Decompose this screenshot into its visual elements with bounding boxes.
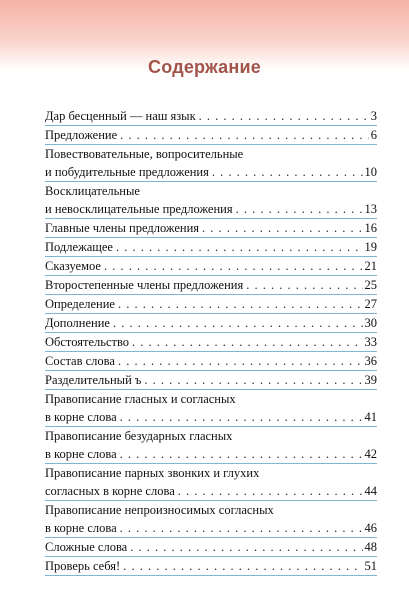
toc-entry — [45, 238, 377, 257]
toc-entry — [45, 107, 377, 126]
toc-entry — [45, 557, 377, 576]
toc-entry — [45, 219, 377, 238]
toc-page-number: 13 — [364, 202, 377, 216]
toc-entry-last-line — [45, 126, 377, 144]
toc-entry-last-line — [45, 314, 377, 332]
toc-entry-text: Разделительный ъ — [45, 373, 142, 387]
toc-entry-text: Дар бесценный — наш язык — [45, 109, 196, 123]
toc-entry-last-line — [45, 333, 377, 351]
toc-entry-text: Сложные слова — [45, 540, 128, 554]
toc-entry-last-line — [45, 352, 377, 370]
dot-leader — [199, 107, 369, 125]
toc-page-number: 25 — [364, 278, 377, 292]
toc-page-number: 39 — [364, 373, 377, 387]
toc-entry-last-line — [45, 219, 377, 237]
dot-leader — [202, 219, 362, 237]
toc-entry — [45, 427, 377, 464]
dot-leader — [144, 371, 362, 389]
dot-leader — [113, 314, 363, 332]
toc-entry-text: Главные члены предложения — [45, 221, 200, 235]
toc-page-number: 42 — [364, 447, 377, 461]
toc-entry — [45, 314, 377, 333]
dot-leader — [212, 163, 363, 181]
page-title: Содержание — [148, 57, 261, 77]
toc-page-number: 21 — [364, 259, 377, 273]
toc-entry-text: Состав слова — [45, 354, 115, 368]
toc-entry-line — [45, 182, 377, 200]
dot-leader — [236, 200, 363, 218]
dot-leader — [120, 445, 363, 463]
toc-entry — [45, 276, 377, 295]
toc-page-number: 46 — [364, 521, 377, 535]
toc-page-number: 6 — [370, 128, 377, 142]
toc-entry-text: в корне слова — [45, 447, 117, 461]
dot-leader — [120, 519, 363, 537]
toc-entry-text: в корне слова — [45, 410, 117, 424]
toc-entry-line — [45, 427, 377, 445]
toc-page-number: 19 — [364, 240, 377, 254]
toc-entry — [45, 145, 377, 182]
toc-entry-text: Второстепенные члены предложения — [45, 278, 244, 292]
dot-leader — [246, 276, 362, 294]
toc-page-number: 41 — [364, 410, 377, 424]
toc-page-number: 10 — [364, 165, 377, 179]
toc-entry — [45, 371, 377, 390]
dot-leader — [116, 238, 363, 256]
toc-entry — [45, 501, 377, 538]
toc-entry-last-line — [45, 295, 377, 313]
toc-entry-text: Подлежащее — [45, 240, 113, 254]
toc-entry-last-line — [45, 200, 377, 218]
toc-entry-last-line — [45, 238, 377, 256]
toc-entry-last-line — [45, 557, 377, 575]
toc-entry-text: Проверь себя! — [45, 559, 121, 573]
toc-page-number: 36 — [364, 354, 377, 368]
toc-entry-text: и невосклицательные предложения — [45, 202, 233, 216]
toc-entry — [45, 464, 377, 501]
toc-entry-last-line — [45, 163, 377, 181]
toc-entry-last-line — [45, 538, 377, 556]
toc-entry-text: Сказуемое — [45, 259, 101, 273]
dot-leader — [130, 538, 362, 556]
toc-entry-line — [45, 501, 377, 519]
toc-entry-last-line — [45, 257, 377, 275]
toc-entry-last-line — [45, 371, 377, 389]
toc-entry-text: Правописание непроизносимых согласных — [45, 503, 274, 517]
toc-entry-last-line — [45, 107, 377, 125]
toc-entry — [45, 352, 377, 371]
toc-entry-text: Правописание гласных и согласных — [45, 392, 236, 406]
toc-entry-text: Правописание безударных гласных — [45, 429, 233, 443]
toc-page-number: 44 — [364, 484, 377, 498]
toc-entry — [45, 538, 377, 557]
toc-page-number: 51 — [364, 559, 377, 573]
toc-page-number: 30 — [364, 316, 377, 330]
toc-page-number: 3 — [370, 109, 377, 123]
toc-entry-text: в корне слова — [45, 521, 117, 535]
toc-page-number: 33 — [364, 335, 377, 349]
toc-entry-text: согласных в корне слова — [45, 484, 175, 498]
toc-page-number: 16 — [364, 221, 377, 235]
toc-entry-last-line — [45, 482, 377, 500]
toc-entry-text: Правописание парных звонких и глухих — [45, 466, 260, 480]
toc-entry-line — [45, 145, 377, 163]
toc-entry-last-line — [45, 519, 377, 537]
toc-entry — [45, 257, 377, 276]
toc-entry — [45, 333, 377, 352]
dot-leader — [104, 257, 363, 275]
dot-leader — [118, 352, 363, 370]
toc-entry-text: Восклицательные — [45, 184, 140, 198]
toc-entry-last-line — [45, 276, 377, 294]
toc-entry-text: Определение — [45, 297, 115, 311]
toc-entry-line — [45, 464, 377, 482]
table-of-contents — [45, 107, 377, 576]
dot-leader — [120, 408, 363, 426]
dot-leader — [178, 482, 363, 500]
dot-leader — [123, 557, 362, 575]
toc-entry-last-line — [45, 445, 377, 463]
dot-leader — [132, 333, 362, 351]
toc-entry-text: Дополнение — [45, 316, 110, 330]
toc-entry-text: Обстоятельство — [45, 335, 130, 349]
toc-entry-line — [45, 390, 377, 408]
toc-entry-text: и побудительные предложения — [45, 165, 209, 179]
toc-entry — [45, 182, 377, 219]
toc-entry-last-line — [45, 408, 377, 426]
dot-leader — [120, 126, 369, 144]
toc-entry — [45, 390, 377, 427]
toc-entry-text: Предложение — [45, 128, 118, 142]
toc-page-number: 48 — [364, 540, 377, 554]
toc-page-number: 27 — [364, 297, 377, 311]
dot-leader — [118, 295, 363, 313]
toc-entry — [45, 126, 377, 145]
toc-entry — [45, 295, 377, 314]
toc-entry-text: Повествовательные, вопросительные — [45, 147, 244, 161]
